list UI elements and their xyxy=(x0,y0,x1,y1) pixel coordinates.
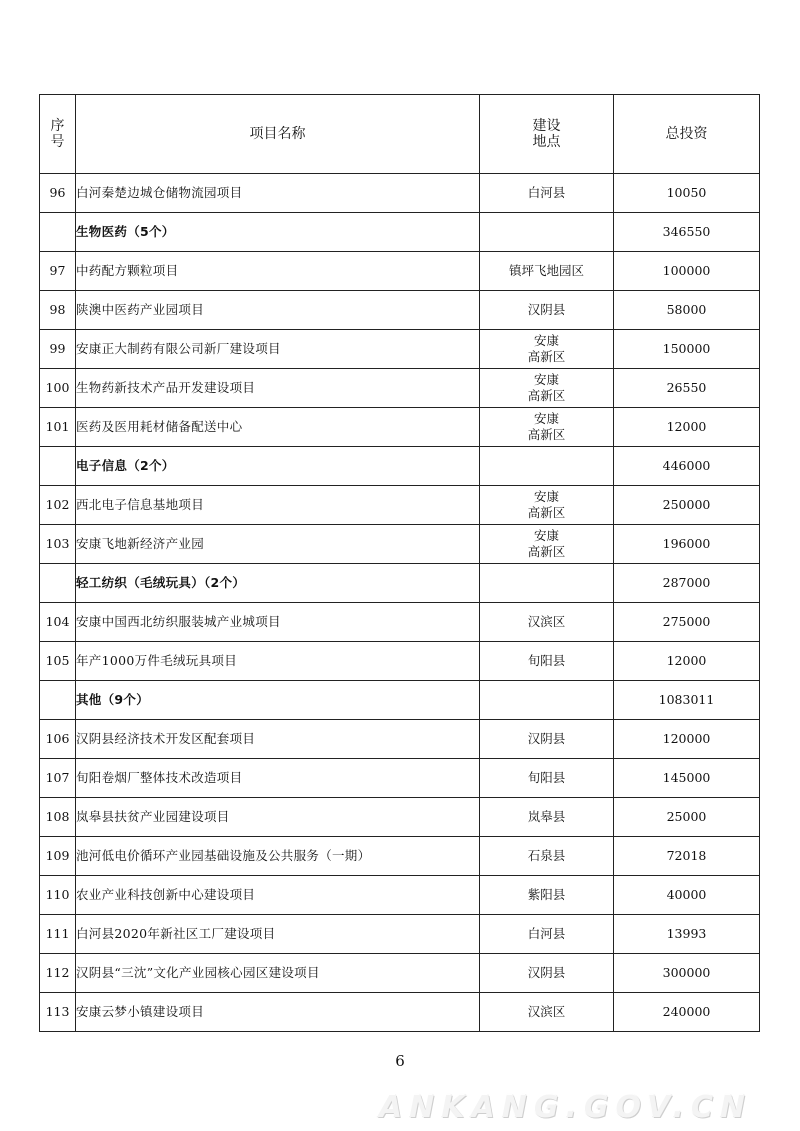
table-row xyxy=(40,954,760,993)
project-name: 安康正大制药有限公司新厂建设项目 xyxy=(76,330,480,369)
project-name: 安康飞地新经济产业园 xyxy=(76,525,480,564)
total-investment: 120000 xyxy=(614,720,760,759)
location-line: 汉阴县 xyxy=(527,302,566,317)
location-line: 石泉县 xyxy=(527,848,566,863)
total-investment: 100000 xyxy=(614,252,760,291)
project-location xyxy=(480,720,614,759)
project-name: 岚皋县扶贫产业园建设项目 xyxy=(76,798,480,837)
location-line: 安康 xyxy=(533,528,559,543)
row-serial-number: 109 xyxy=(40,837,76,876)
row-serial-number: 103 xyxy=(40,525,76,564)
location-line: 安康 xyxy=(533,489,559,504)
total-investment: 25000 xyxy=(614,798,760,837)
header-total-investment: 总投资 xyxy=(614,95,760,174)
project-location xyxy=(480,213,614,252)
row-serial-number: 111 xyxy=(40,915,76,954)
total-investment: 26550 xyxy=(614,369,760,408)
project-location xyxy=(480,330,614,369)
row-serial-number: 98 xyxy=(40,291,76,330)
total-investment: 10050 xyxy=(614,174,760,213)
location-line: 岚皋县 xyxy=(527,809,566,824)
project-name: 汉阴县经济技术开发区配套项目 xyxy=(76,720,480,759)
project-location xyxy=(480,798,614,837)
location-line: 紫阳县 xyxy=(527,887,566,902)
header-project-name: 项目名称 xyxy=(76,95,480,174)
table-row xyxy=(40,408,760,447)
project-name: 旬阳卷烟厂整体技术改造项目 xyxy=(76,759,480,798)
category-name: 电子信息（2个） xyxy=(76,447,480,486)
category-row xyxy=(40,564,760,603)
table-row xyxy=(40,837,760,876)
row-serial-number xyxy=(40,681,76,720)
table-row xyxy=(40,642,760,681)
project-location xyxy=(480,369,614,408)
project-location xyxy=(480,408,614,447)
category-name: 生物医药（5个） xyxy=(76,213,480,252)
location-line: 高新区 xyxy=(527,388,566,403)
row-serial-number xyxy=(40,213,76,252)
row-serial-number: 100 xyxy=(40,369,76,408)
location-line: 高新区 xyxy=(527,544,566,559)
table-row xyxy=(40,876,760,915)
total-investment: 300000 xyxy=(614,954,760,993)
project-location xyxy=(480,642,614,681)
total-investment: 13993 xyxy=(614,915,760,954)
row-serial-number: 99 xyxy=(40,330,76,369)
table-row xyxy=(40,369,760,408)
location-line: 安康 xyxy=(533,333,559,348)
row-serial-number: 108 xyxy=(40,798,76,837)
location-line: 汉阴县 xyxy=(527,965,566,980)
category-total: 1083011 xyxy=(614,681,760,720)
total-investment: 40000 xyxy=(614,876,760,915)
table-row xyxy=(40,486,760,525)
project-location xyxy=(480,447,614,486)
category-row xyxy=(40,447,760,486)
category-row xyxy=(40,213,760,252)
project-location xyxy=(480,291,614,330)
table-header-row xyxy=(40,95,760,174)
location-line: 安康 xyxy=(533,372,559,387)
location-line: 旬阳县 xyxy=(527,770,566,785)
row-serial-number: 96 xyxy=(40,174,76,213)
location-line: 镇坪飞地园区 xyxy=(508,263,584,278)
project-location xyxy=(480,954,614,993)
location-line: 白河县 xyxy=(527,926,566,941)
row-serial-number: 107 xyxy=(40,759,76,798)
project-location xyxy=(480,603,614,642)
row-serial-number xyxy=(40,564,76,603)
total-investment: 240000 xyxy=(614,993,760,1032)
category-total: 287000 xyxy=(614,564,760,603)
project-location xyxy=(480,174,614,213)
project-name: 池河低电价循环产业园基础设施及公共服务（一期） xyxy=(76,837,480,876)
project-location xyxy=(480,993,614,1032)
table-row xyxy=(40,174,760,213)
project-name: 安康中国西北纺织服装城产业城项目 xyxy=(76,603,480,642)
table-row xyxy=(40,330,760,369)
header-location: 建设 地点 xyxy=(480,95,614,174)
row-serial-number: 113 xyxy=(40,993,76,1032)
project-location xyxy=(480,681,614,720)
project-location xyxy=(480,837,614,876)
row-serial-number: 104 xyxy=(40,603,76,642)
row-serial-number: 97 xyxy=(40,252,76,291)
category-name: 轻工纺织（毛绒玩具）（2个） xyxy=(76,564,480,603)
header-serial-number: 序 号 xyxy=(40,95,76,174)
project-location xyxy=(480,252,614,291)
project-location xyxy=(480,564,614,603)
total-investment: 12000 xyxy=(614,408,760,447)
location-line: 白河县 xyxy=(527,185,566,200)
row-serial-number: 110 xyxy=(40,876,76,915)
table-row xyxy=(40,759,760,798)
total-investment: 12000 xyxy=(614,642,760,681)
project-name: 中药配方颗粒项目 xyxy=(76,252,480,291)
project-name: 安康云梦小镇建设项目 xyxy=(76,993,480,1032)
location-line: 旬阳县 xyxy=(527,653,566,668)
category-total: 346550 xyxy=(614,213,760,252)
location-line: 高新区 xyxy=(527,349,566,364)
table-row xyxy=(40,252,760,291)
project-name: 农业产业科技创新中心建设项目 xyxy=(76,876,480,915)
total-investment: 250000 xyxy=(614,486,760,525)
watermark: ANKANG.GOV.CN xyxy=(378,1090,752,1125)
row-serial-number: 112 xyxy=(40,954,76,993)
project-name: 白河县2020年新社区工厂建设项目 xyxy=(76,915,480,954)
row-serial-number: 101 xyxy=(40,408,76,447)
total-investment: 275000 xyxy=(614,603,760,642)
project-name: 年产1000万件毛绒玩具项目 xyxy=(76,642,480,681)
location-line: 高新区 xyxy=(527,505,566,520)
row-serial-number: 105 xyxy=(40,642,76,681)
category-name: 其他（9个） xyxy=(76,681,480,720)
project-name: 医药及医用耗材储备配送中心 xyxy=(76,408,480,447)
project-location xyxy=(480,759,614,798)
category-row xyxy=(40,681,760,720)
total-investment: 72018 xyxy=(614,837,760,876)
location-line: 汉滨区 xyxy=(527,1004,566,1019)
project-name: 汉阴县“三沈”文化产业园核心园区建设项目 xyxy=(76,954,480,993)
row-serial-number: 106 xyxy=(40,720,76,759)
total-investment: 58000 xyxy=(614,291,760,330)
table-row xyxy=(40,720,760,759)
project-name: 西北电子信息基地项目 xyxy=(76,486,480,525)
location-line: 汉滨区 xyxy=(527,614,566,629)
page-number: 6 xyxy=(395,1052,405,1070)
row-serial-number: 102 xyxy=(40,486,76,525)
table-row xyxy=(40,798,760,837)
project-name: 陕澳中医药产业园项目 xyxy=(76,291,480,330)
table-row xyxy=(40,603,760,642)
row-serial-number xyxy=(40,447,76,486)
table-row xyxy=(40,993,760,1032)
total-investment: 145000 xyxy=(614,759,760,798)
location-line: 高新区 xyxy=(527,427,566,442)
project-location xyxy=(480,915,614,954)
project-name: 白河秦楚边城仓储物流园项目 xyxy=(76,174,480,213)
project-location xyxy=(480,486,614,525)
project-location xyxy=(480,876,614,915)
table-row xyxy=(40,915,760,954)
total-investment: 150000 xyxy=(614,330,760,369)
location-line: 安康 xyxy=(533,411,559,426)
location-line: 汉阴县 xyxy=(527,731,566,746)
table-row xyxy=(40,525,760,564)
category-total: 446000 xyxy=(614,447,760,486)
table-body xyxy=(40,174,760,1032)
project-location xyxy=(480,525,614,564)
table-row xyxy=(40,291,760,330)
project-table xyxy=(39,94,760,1032)
project-name: 生物药新技术产品开发建设项目 xyxy=(76,369,480,408)
total-investment: 196000 xyxy=(614,525,760,564)
